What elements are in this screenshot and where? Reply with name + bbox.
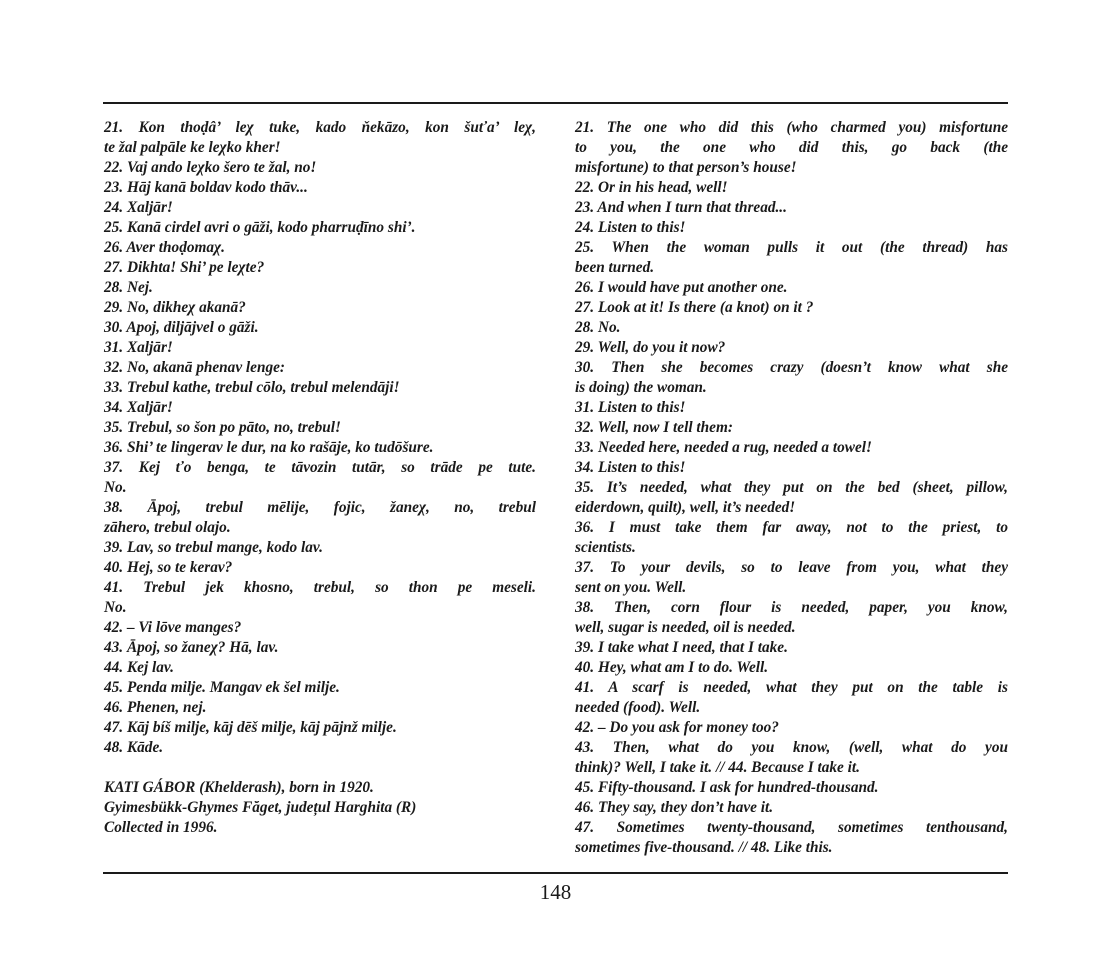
romani-line: 26. Aver thoḍomaχ. [104,239,225,256]
romani-line: 30. Apoj, diljājvel o gāži. [104,319,259,336]
translation-line: 46. They say, they don’t have it. [575,799,774,816]
translation-line: think)? Well, I take it. // 44. Because I take it. [575,759,860,776]
romani-line: 29. No, dikheχ akanā? [104,299,246,316]
romani-line: 42. – Vi lōve manges? [104,619,242,636]
romani-line: 36. Shi’ te lingerav le dur, na ko rašāje, ko tudōšure. [104,439,434,456]
top-rule [103,102,1008,104]
romani-line: 27. Dikhta! Shi’ pe leχte? [104,259,265,276]
translation-line: 27. Look at it! Is there (a knot) on it ? [575,299,814,316]
romani-line: 24. Xaljār! [104,199,173,216]
translation-line: 42. – Do you ask for money too? [575,719,779,736]
translation-line: 34. Listen to this! [575,459,686,476]
translation-line: sometimes five-thousand. // 48. Like this. [575,839,833,856]
page-number: 148 [539,880,572,904]
romani-line: Gyimesbükk-Ghymes Făget, județul Harghita (R) [104,799,417,816]
romani-line: 28. Nej. [104,279,153,296]
translation-line: 38. Then, corn flour is needed, paper, you know, [575,599,1008,616]
translation-line: 32. Well, now I tell them: [575,419,733,436]
translation-line: eiderdown, quilt), well, it’s needed! [575,499,796,516]
romani-line: Collected in 1996. [104,819,218,836]
translation-line: misfortune) to that person’s house! [575,159,797,176]
romani-line: No. [104,599,127,616]
romani-line: 32. No, akanā phenav lenge: [104,359,286,376]
translation-line: 30. Then she becomes crazy (doesn’t know what she [575,359,1008,376]
translation-line: 36. I must take them far away, not to the priest, to [575,519,1008,536]
romani-line: 31. Xaljār! [104,339,173,356]
translation-line: sent on you. Well. [575,579,687,596]
romani-line: zāhero, trebul olajo. [104,519,231,536]
translation-line: 24. Listen to this! [575,219,686,236]
translation-line: 45. Fifty-thousand. I ask for hundred-thousand. [575,779,879,796]
translation-line: needed (food). Well. [575,699,701,716]
romani-line: 41. Trebul jek khosno, trebul, so thon pe meseli. [104,579,536,596]
translation-line: 40. Hey, what am I to do. Well. [575,659,769,676]
romani-line: 35. Trebul, so šon po pāto, no, trebul! [104,419,341,436]
romani-line: 23. Hāj kanā boldav kodo thāv... [104,179,308,196]
romani-line: te žal palpāle ke leχko kher! [104,139,281,156]
english-translation-column [575,118,1008,858]
romani-line: 39. Lav, so trebul mange, kodo lav. [104,539,323,556]
romani-line: 44. Kej lav. [104,659,174,676]
translation-line: 41. A scarf is needed, what they put on the table is [575,679,1008,696]
romani-line [104,758,536,778]
romani-line: 33. Trebul kathe, trebul cōlo, trebul melendāji! [104,379,400,396]
romani-line: 40. Hej, so te kerav? [104,559,233,576]
translation-line: 25. When the woman pulls it out (the thread) has [575,239,1008,256]
translation-line: 43. Then, what do you know, (well, what do you [575,739,1008,756]
romani-line: 38. Āpoj, trebul mēlije, fojic, žaneχ, no, trebul [104,499,536,516]
translation-line: 26. I would have put another one. [575,279,788,296]
translation-line: scientists. [575,539,636,556]
romani-line: 21. Kon thoḍâ’ leχ tuke, kado ňekāzo, kon šuťa’ leχ, [104,119,536,136]
romani-line: No. [104,479,127,496]
romani-line: 34. Xaljār! [104,399,173,416]
translation-line: 23. And when I turn that thread... [575,199,787,216]
romani-line: 46. Phenen, nej. [104,699,207,716]
translation-line: 29. Well, do you it now? [575,339,726,356]
translation-line: 35. It’s needed, what they put on the bed (sheet, pillow, [575,479,1008,496]
romani-line: KATI GÁBOR (Khelderash), born in 1920. [104,779,374,796]
romani-line: 45. Penda milje. Mangav ek šel milje. [104,679,340,696]
romani-line: 22. Vaj ando leχko šero te žal, no! [104,159,317,176]
translation-line: 37. To your devils, so to leave from you, what they [575,559,1008,576]
romani-text-column [104,118,536,838]
romani-line: 47. Kāj bíš milje, kāj dēš milje, kāj pājnž milje. [104,719,397,736]
translation-line: 28. No. [575,319,621,336]
translation-line: been turned. [575,259,655,276]
translation-line: 22. Or in his head, well! [575,179,728,196]
romani-line: 48. Kāde. [104,739,164,756]
bottom-rule [103,872,1008,874]
romani-line: 25. Kanā cirdel avri o gāži, kodo pharruḍīno shi’. [104,219,416,236]
translation-line: is doing) the woman. [575,379,707,396]
translation-line: well, sugar is needed, oil is needed. [575,619,796,636]
translation-line: 31. Listen to this! [575,399,686,416]
translation-line: to you, the one who did this, go back (the [575,139,1008,156]
translation-line: 21. The one who did this (who charmed you) misfortune [575,119,1008,136]
translation-line: 33. Needed here, needed a rug, needed a towel! [575,439,872,456]
romani-line: 43. Āpoj, so žaneχ? Hā, lav. [104,639,279,656]
translation-line: 47. Sometimes twenty-thousand, sometimes tenthousand, [575,819,1008,836]
translation-line: 39. I take what I need, that I take. [575,639,788,656]
romani-line: 37. Kej ťo benga, te tāvozin tutār, so trāde pe tute. [104,459,536,476]
